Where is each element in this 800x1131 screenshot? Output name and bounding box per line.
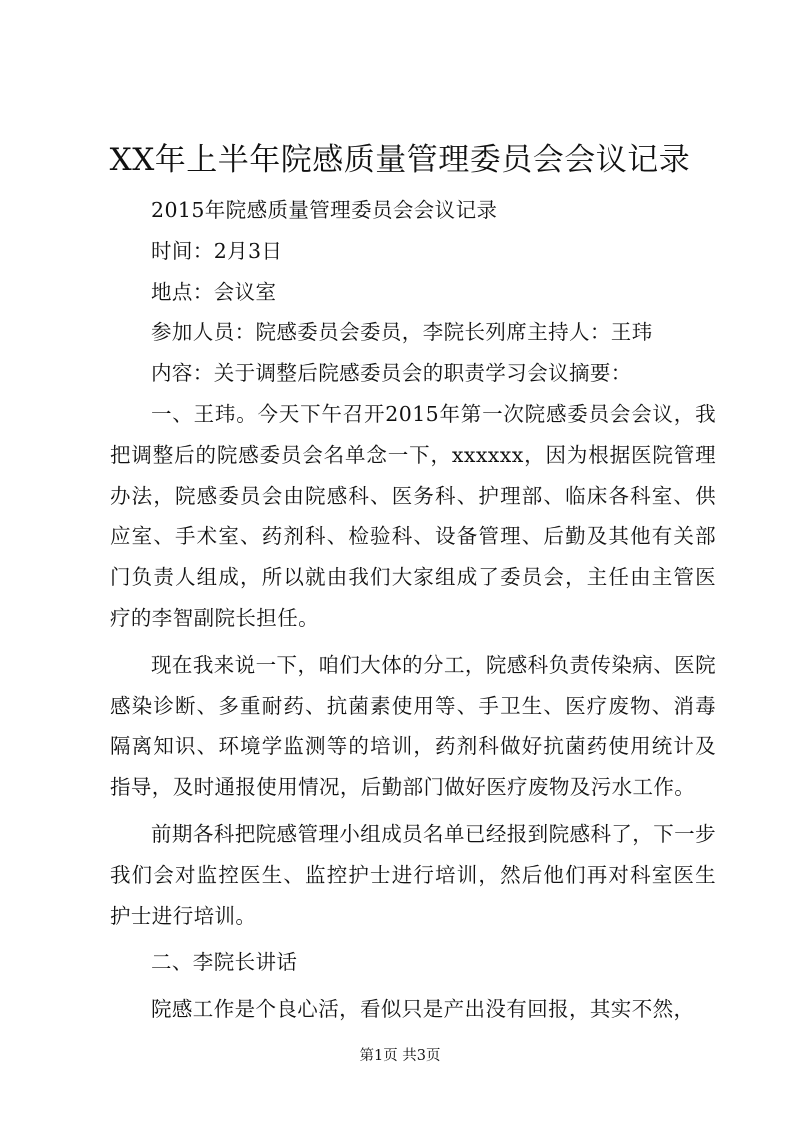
paragraph-training: 前期各科把院感管理小组成员名单已经报到院感科了，下一步我们会对监控医生、监控护士进行培训，然后他们再对科室医生护士进行培训。 bbox=[110, 821, 716, 928]
document-title: XX年上半年院感质量管理委员会会议记录 bbox=[109, 142, 691, 178]
paragraph-heading: 2015年院感质量管理委员会会议记录 bbox=[151, 198, 498, 222]
paragraph-section-one: 一、王玮。今天下午召开2015年第一次院感委员会会议，我把调整后的院感委员会名单念一下，xxxxxx，因为根据医院管理办法，院感委员会由院感科、医务科、护理部、临床各科室、供应室、手术室、药剂科、检验科、设备管理、后勤及其他有关部门负责人组成，所以就由我们大家组成了委员会，主任由主管医疗的李智副院长担任。 bbox=[110, 401, 716, 630]
paragraph-content: 内容：关于调整后院感委员会的职责学习会议摘要： bbox=[151, 361, 632, 386]
paragraph-attendees: 参加人员：院感委员会委员，李院长列席主持人：王玮 bbox=[151, 320, 653, 345]
document-body bbox=[110, 190, 716, 1030]
paragraph-division: 现在我来说一下，咱们大体的分工，院感科负责传染病、医院感染诊断、多重耐药、抗菌素使用等、手卫生、医疗废物、消毒隔离知识、环境学监测等的培训，药剂科做好抗菌药使用统计及指导，及时通报使用情况，后勤部门做好医疗废物及污水工作。 bbox=[110, 652, 716, 800]
paragraph-location: 地点：会议室 bbox=[151, 279, 277, 304]
paragraph-section-two: 二、李院长讲话 bbox=[151, 950, 298, 975]
page-footer: 第1页 共3页 bbox=[359, 1048, 441, 1064]
paragraph-time: 时间：2月3日 bbox=[151, 238, 283, 263]
paragraph-speech: 院感工作是个良心活，看似只是产出没有回报，其实不然， bbox=[151, 997, 695, 1022]
